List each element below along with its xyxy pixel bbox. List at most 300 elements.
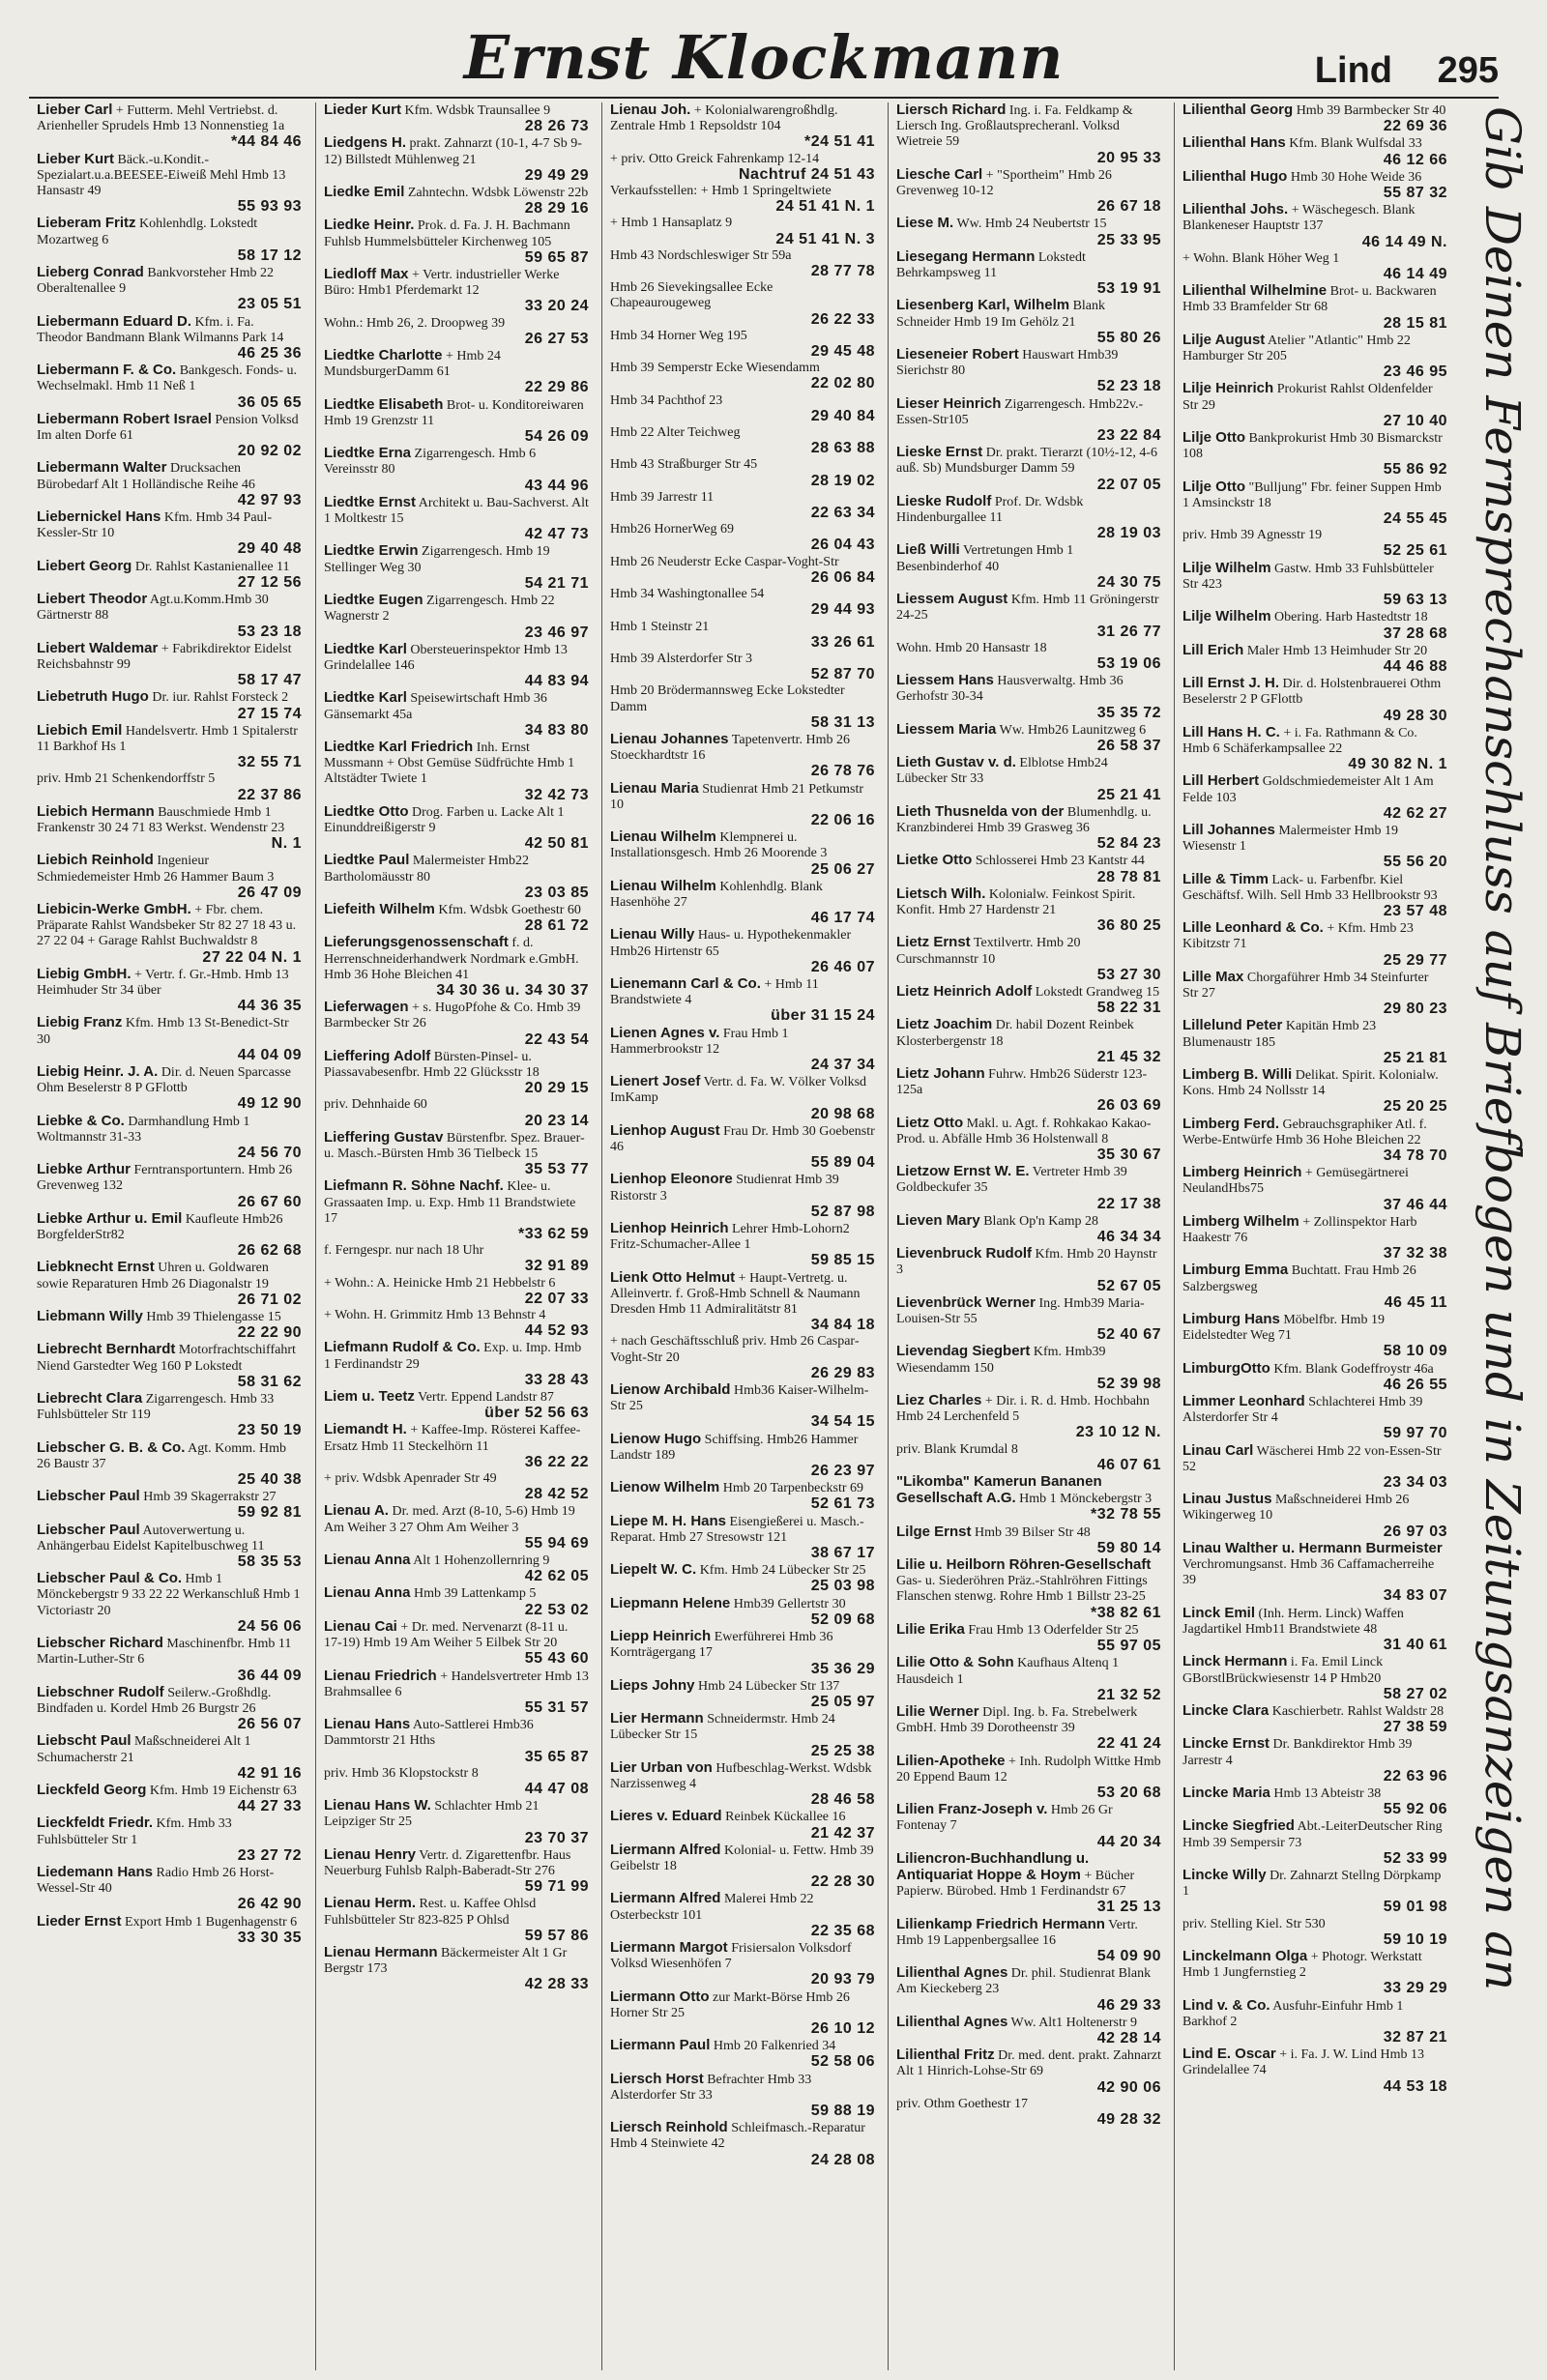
entry-details: Schlachterei Hmb 39 Alsterdorfer Str 4 — [1182, 1395, 1423, 1426]
entry-name: Liebernickel Hans — [37, 508, 161, 526]
entry-name: Limmer Leonhard — [1182, 1393, 1305, 1410]
directory-entry — [37, 412, 302, 460]
entry-name: Liedke Emil — [324, 184, 405, 201]
directory-entry — [37, 902, 302, 966]
entry-details: Agt. Komm. Hmb 26 Baustr 37 — [37, 1440, 286, 1471]
entry-details: + Fabrikdirektor Eidelst Reichsbahnstr 99 — [37, 641, 292, 672]
directory-entry — [896, 1851, 1161, 1916]
entry-phone: 59 10 19 — [1383, 1930, 1447, 1948]
entry-name: Lillelund Peter — [1182, 1017, 1283, 1034]
directory-entry — [610, 1809, 875, 1841]
directory-entry — [37, 509, 302, 558]
entry-phone: 44 53 18 — [1383, 2077, 1447, 2095]
entry-phone: 44 27 33 — [237, 1798, 302, 1815]
directory-entry — [1182, 920, 1447, 969]
entry-phone: 34 30 36 u. 34 30 37 — [436, 981, 589, 999]
directory-entry — [896, 445, 1161, 493]
entry-phone: 55 43 60 — [524, 1650, 589, 1668]
directory-entry — [896, 853, 1161, 885]
directory-entry — [1182, 1998, 1447, 2046]
entry-name: Limberg Ferd. — [1182, 1115, 1280, 1132]
entry-details: Obering. Harb Hastedtstr 18 — [1274, 610, 1428, 625]
entry-details: + Wäschegesch. Blank Blankeneser Hauptstr 137 — [1182, 203, 1416, 234]
directory-entry — [324, 853, 589, 901]
entry-details: + Hmb 1 Hansaplatz 9 — [610, 216, 733, 231]
entry-details: Pension Volksd Im alten Dorfe 61 — [37, 412, 299, 444]
entry-name: Liedtke Paul — [324, 852, 410, 869]
entry-name: Lienhop Eleonore — [610, 1171, 733, 1188]
entry-details: Bankgesch. Fonds- u. Wechselmakl. Hmb 11 Neß 1 — [37, 363, 298, 394]
entry-details: Rest. u. Kaffee Ohlsd Fuhlsbütteler Str 823-825 P Ohlsd — [324, 1897, 537, 1928]
entry-phone: 22 63 34 — [810, 505, 875, 522]
entry-phone: 20 23 14 — [524, 1112, 589, 1129]
directory-entry — [37, 1783, 302, 1814]
entry-phone: 52 87 70 — [810, 666, 875, 683]
entry-details: Agt.u.Komm.Hmb 30 Gärtnerstr 88 — [37, 593, 269, 624]
entry-phone: 46 25 36 — [237, 345, 302, 363]
directory-entry — [1182, 970, 1447, 1018]
entry-details: Vertr. d. Zigarettenfbr. Haus Neuerburg Fuhlsb Ralph-Baberadt-Str 276 — [324, 1847, 571, 1878]
entry-phone: 55 80 26 — [1096, 329, 1161, 346]
entry-phone: 22 69 36 — [1383, 118, 1447, 135]
entry-details: Frau Dr. Hmb 30 Goebenstr 46 — [610, 1123, 875, 1154]
entry-phone: 28 19 03 — [1096, 525, 1161, 542]
entry-name: Lienau Anna — [324, 1552, 411, 1569]
directory-entry — [1182, 676, 1447, 724]
entry-details: Kolonial- u. Fettw. Hmb 39 Geibelstr 18 — [610, 1843, 874, 1873]
entry-name: Liedtke Erna — [324, 445, 412, 462]
entry-details: Reinbek Kückallee 16 — [725, 1810, 846, 1825]
entry-name: Liebknecht Ernst — [37, 1259, 155, 1276]
entry-details: Ferntransportuntern. Hmb 26 Grevenweg 132 — [37, 1163, 293, 1194]
directory-entry — [324, 1669, 589, 1717]
directory-entry — [1182, 1868, 1447, 1916]
entry-name: Lievenbrück Werner — [896, 1293, 1036, 1311]
directory-entry — [1182, 1361, 1447, 1393]
directory-entry — [610, 927, 875, 975]
entry-details: Kfm. i. Fa. Theodor Bandmann Blank Wilmanns Park 14 — [37, 314, 284, 345]
entry-phone: 27 22 04 N. 1 — [202, 948, 302, 966]
entry-details: Dr. Bankdirektor Hmb 39 Jarrestr 4 — [1182, 1737, 1413, 1768]
entry-phone: *38 82 61 — [1090, 1604, 1161, 1621]
entry-details: Export Hmb 1 Bugenhagenstr 6 — [125, 1914, 298, 1930]
entry-phone: 42 90 06 — [1096, 2078, 1161, 2096]
entry-phone: 28 46 58 — [810, 1791, 875, 1809]
entry-phone: 58 17 12 — [237, 247, 302, 264]
entry-name: Lieber Carl — [37, 102, 113, 118]
directory-entry — [896, 886, 1161, 935]
entry-phone: 33 30 35 — [237, 1929, 302, 1946]
entry-name: Lienow Archibald — [610, 1381, 731, 1399]
directory-entry — [610, 1711, 875, 1759]
directory-entry — [324, 185, 589, 217]
entry-details: Obersteuerinspektor Hmb 13 Grindelallee 146 — [324, 642, 568, 673]
directory-entry — [324, 902, 589, 934]
entry-name: Lieffering Gustav — [324, 1128, 444, 1146]
entry-phone: 23 46 97 — [524, 624, 589, 641]
directory-entry — [1182, 643, 1447, 675]
directory-entry — [610, 2072, 875, 2120]
entry-name: Lietz Ernst — [896, 934, 971, 951]
entry-details: Hmb 26 Sievekingsallee Ecke Chapeaurougeweg — [610, 280, 774, 311]
entry-details: Seilerw.-Großhdlg. Bindfaden u. Kordel Hmb 26 Burgstr 26 — [37, 1685, 272, 1716]
entry-details: Hmb 39 Bilser Str 48 — [975, 1524, 1091, 1540]
entry-details: Hmb 39 Alsterdorfer Str 3 — [610, 651, 752, 666]
directory-entry — [896, 673, 1161, 721]
entry-name: Limberg Heinrich — [1182, 1164, 1302, 1181]
entry-phone: 49 12 90 — [237, 1095, 302, 1113]
directory-entry — [324, 1766, 589, 1797]
entry-phone: 58 27 02 — [1383, 1685, 1447, 1702]
entry-name: Liebrecht Clara — [37, 1390, 143, 1408]
entry-name: Liebig Franz — [37, 1014, 123, 1031]
directory-entry — [324, 1178, 589, 1242]
entry-phone: 53 19 91 — [1096, 280, 1161, 298]
entry-details: f. d. Herrenschneiderhandwerk Nordmark e.GmbH. Hmb 36 Hohe Bleichen 41 — [324, 936, 579, 982]
directory-entry — [324, 102, 589, 134]
entry-name: Liersch Reinhold — [610, 2119, 728, 2136]
entry-name: Lilje Heinrich — [1182, 380, 1274, 397]
entry-details: Hmb 39 Lattenkamp 5 — [413, 1586, 537, 1602]
entry-name: Liebert Theodor — [37, 591, 148, 608]
entry-details: Hmb 30 Hohe Weide 36 — [1290, 169, 1422, 185]
directory-entry — [610, 587, 875, 618]
entry-name: Liersch Richard — [896, 102, 1007, 118]
entry-name: Lincke Ernst — [1182, 1735, 1270, 1753]
entry-name: Linck Hermann — [1182, 1653, 1288, 1670]
entry-details: Hausverwaltg. Hmb 36 Gerhofstr 30-34 — [896, 674, 1124, 705]
directory-entry — [37, 1162, 302, 1210]
directory-entry — [1182, 528, 1447, 559]
entry-details: + Vertr. f. Gr.-Hmb. Hmb 13 Heimhuder Str 34 über — [37, 967, 289, 998]
entry-phone: 20 93 79 — [810, 1971, 875, 1988]
column-2 — [315, 102, 597, 2370]
entry-details: Hmb 39 Semperstr Ecke Wiesendamm — [610, 361, 820, 376]
entry-phone: 25 20 25 — [1383, 1098, 1447, 1116]
directory-entry — [896, 1622, 1161, 1654]
entry-phone: 32 87 21 — [1383, 2028, 1447, 2046]
directory-entry — [324, 1585, 589, 1617]
directory-entry — [324, 1896, 589, 1944]
entry-details: Ewerführerei Hmb 36 Kornträgergang 17 — [610, 1630, 833, 1661]
directory-entry — [1182, 251, 1447, 282]
directory-entry — [1182, 1312, 1447, 1360]
directory-entry — [1182, 561, 1447, 609]
entry-phone: 23 70 37 — [524, 1829, 589, 1846]
entry-name: Liebetruth Hugo — [37, 688, 149, 706]
entry-phone: 53 19 06 — [1096, 654, 1161, 672]
directory-entry — [896, 592, 1161, 640]
entry-name: Liebich Reinhold — [37, 852, 154, 869]
directory-entry — [896, 1754, 1161, 1802]
entry-name: Liedtke Otto — [324, 802, 409, 820]
entry-name: Liebert Georg — [37, 557, 132, 574]
entry-details: Lack- u. Farbenfbr. Kiel Geschäftsf. Wilh. Sell Hmb 33 Hellbrookstr 93 — [1182, 872, 1438, 903]
directory-entry — [610, 1334, 875, 1381]
directory-entry — [1182, 1394, 1447, 1442]
entry-phone: 26 22 33 — [810, 310, 875, 328]
entry-phone: 37 32 38 — [1383, 1245, 1447, 1263]
entry-details: Hmb 39 Jarrestr 11 — [610, 489, 715, 505]
entry-details: Frisiersalon Volksdorf Volksd Wiesenhöfen 7 — [610, 1940, 852, 1972]
entry-phone: 22 02 80 — [810, 375, 875, 392]
entry-details: Ww. Alt1 Holtenerstr 9 — [1010, 2015, 1138, 2030]
entry-phone: 58 31 13 — [810, 713, 875, 731]
entry-name: Lilienthal Johs. — [1182, 201, 1289, 218]
entry-phone: 33 20 24 — [524, 298, 589, 315]
entry-name: Lieven Mary — [896, 1211, 980, 1229]
entry-phone: 55 97 05 — [1096, 1638, 1161, 1655]
entry-name: Lieske Ernst — [896, 444, 983, 461]
entry-phone: 27 12 56 — [237, 573, 302, 591]
entry-details: + Handelsvertreter Hmb 13 Brahmsallee 6 — [324, 1669, 589, 1699]
directory-entry — [610, 1760, 875, 1809]
entry-phone: 23 50 19 — [237, 1422, 302, 1439]
directory-entry — [37, 559, 302, 591]
entry-phone: 58 35 53 — [237, 1553, 302, 1571]
directory-entry — [610, 393, 875, 424]
entry-details: Schlachter Hmb 21 Leipziger Str 25 — [324, 1799, 540, 1830]
entry-phone: 24 56 06 — [237, 1617, 302, 1635]
entry-phone: 26 04 43 — [810, 537, 875, 554]
entry-details: Wohn.: Hmb 26, 2. Droopweg 39 — [324, 315, 506, 331]
entry-name: Liese M. — [896, 215, 954, 232]
entry-details: + Bücher Papierw. Bürobed. Hmb 1 Ferdinandstr 67 — [896, 1868, 1135, 1900]
entry-details: Gastw. Hmb 33 Fuhlsbütteler Str 423 — [1182, 561, 1434, 592]
entry-name: Lill Hans H. C. — [1182, 723, 1280, 740]
entry-details: Zigarrengesch. Hmb 6 Vereinsstr 80 — [324, 447, 537, 478]
entry-name: Lieth Thusnelda von der — [896, 802, 1065, 820]
directory-entry — [1182, 102, 1447, 134]
entry-phone: 22 07 33 — [524, 1290, 589, 1307]
entry-phone: 46 17 74 — [810, 910, 875, 927]
directory-entry — [1182, 1917, 1447, 1948]
entry-phone: 37 28 68 — [1383, 624, 1447, 642]
entry-phone: 25 21 41 — [1096, 786, 1161, 803]
entry-name: Lieps Johny — [610, 1676, 695, 1694]
entry-details: Vertretungen Hmb 1 Besenbinderhof 40 — [896, 543, 1074, 574]
entry-name: Lietke Otto — [896, 852, 973, 869]
entry-name: Liebich Emil — [37, 721, 123, 739]
entry-details: Studienrat Hmb 39 Ristorstr 3 — [610, 1173, 839, 1204]
entry-phone: 34 78 70 — [1383, 1147, 1447, 1164]
entry-name: Lincke Siegfried — [1182, 1817, 1295, 1835]
entry-details: + i. Fa. Rathmann & Co. Hmb 6 Schäferkampsallee 22 — [1182, 725, 1417, 756]
entry-name: Lilienthal Hans — [1182, 134, 1286, 152]
directory-entry — [896, 1442, 1161, 1473]
directory-entry — [1182, 333, 1447, 381]
entry-details: zur Markt-Börse Hmb 26 Horner Str 25 — [610, 1989, 850, 2020]
directory-entry — [610, 1891, 875, 1939]
directory-entry — [896, 1704, 1161, 1753]
directory-entry — [610, 1843, 875, 1891]
entry-phone: 46 14 49 — [1383, 266, 1447, 283]
entry-name: Lilienthal Agnes — [896, 2013, 1008, 2030]
entry-phone: 54 26 09 — [524, 428, 589, 446]
directory-entry — [37, 1015, 302, 1063]
entry-phone: 52 61 73 — [810, 1495, 875, 1513]
directory-entry — [896, 935, 1161, 983]
entry-phone: 25 03 98 — [810, 1578, 875, 1595]
entry-phone: 25 33 95 — [1096, 231, 1161, 248]
entry-details: Fuhrw. Hmb26 Süderstr 123-125a — [896, 1066, 1148, 1098]
entry-name: Liebscher Paul — [37, 1521, 140, 1538]
entry-phone: 26 06 84 — [810, 568, 875, 586]
entry-name: Lieberg Conrad — [37, 264, 144, 281]
entry-phone: 52 87 98 — [810, 1203, 875, 1220]
entry-details: Kfm. Hmb 33 Fuhlsbütteler Str 1 — [37, 1816, 232, 1847]
directory-entry — [37, 853, 302, 901]
entry-details: Vertr. d. Fa. W. Völker Volksd ImKamp — [610, 1075, 867, 1106]
directory-entry — [1182, 2046, 1447, 2095]
directory-entry — [37, 1523, 302, 1571]
entry-name: Liersch Horst — [610, 2070, 704, 2087]
entry-name: Liebke & Co. — [37, 1112, 125, 1129]
entry-name: Liedtke Ernst — [324, 493, 417, 510]
directory-entry — [1182, 1818, 1447, 1867]
entry-phone: 29 40 84 — [810, 407, 875, 424]
directory-entry — [610, 1172, 875, 1220]
entry-phone: 52 67 05 — [1096, 1277, 1161, 1294]
entry-name: Lienau Anna — [324, 1584, 411, 1602]
entry-details: Maßschneiderei Hmb 26 Wikingerweg 10 — [1182, 1493, 1410, 1524]
entry-phone: 55 92 06 — [1383, 1801, 1447, 1818]
directory-entry — [896, 2015, 1161, 2046]
entry-details: Tapetenvertr. Hmb 26 Stoeckhardtstr 16 — [610, 732, 851, 764]
entry-name: Linck Emil — [1182, 1604, 1256, 1621]
entry-phone: 23 10 12 N. — [1075, 1424, 1161, 1441]
entry-phone: 36 44 09 — [237, 1667, 302, 1684]
directory-entry — [896, 249, 1161, 298]
entry-details: Goldschmiedemeister Alt 1 Am Felde 103 — [1182, 774, 1434, 805]
entry-details: Kfm. Hmb 20 Haynstr 3 — [896, 1247, 1157, 1278]
entry-name: Lienhop Heinrich — [610, 1220, 729, 1237]
entry-phone: 54 21 71 — [524, 574, 589, 592]
entry-phone: 31 25 13 — [1096, 1899, 1161, 1916]
entry-name: Liebrecht Bernhardt — [37, 1341, 176, 1358]
entry-details: Darmhandlung Hmb 1 Woltmannstr 31-33 — [37, 1114, 250, 1145]
directory-entry — [324, 1130, 589, 1178]
directory-entry — [324, 1798, 589, 1846]
entry-details: Schleifmasch.-Reparatur Hmb 4 Steinwiete 42 — [610, 2121, 865, 2152]
directory-entry — [37, 152, 302, 216]
entry-details: Lokstedt Behrkampsweg 11 — [896, 249, 1086, 281]
directory-entry — [324, 740, 589, 803]
entry-details: + Wohn.: A. Heinicke Hmb 21 Hebbelstr 6 — [324, 1275, 556, 1291]
entry-name: Liedemann Hans — [37, 1863, 154, 1880]
entry-phone: 33 29 29 — [1383, 1980, 1447, 1997]
entry-phone: 44 20 34 — [1096, 1833, 1161, 1850]
entry-details: Hmb26 HornerWeg 69 — [610, 522, 734, 537]
entry-phone: 21 32 52 — [1096, 1686, 1161, 1703]
entry-name: Lietz Heinrich Adolf — [896, 982, 1033, 1000]
directory-entry — [1182, 1263, 1447, 1311]
entry-details: Kfm. Hmb 34 Paul-Kessler-Str 10 — [37, 510, 273, 541]
directory-entry — [896, 298, 1161, 346]
entry-details: Gebrauchsgraphiker Atl. f. Werbe-Entwürfe Hmb 36 Hohe Bleichen 22 — [1182, 1117, 1427, 1147]
entry-details: Buchtatt. Frau Hmb 26 Salzbergsweg — [1182, 1263, 1416, 1294]
entry-phone: 59 92 81 — [237, 1504, 302, 1522]
entry-name: Liebke Arthur — [37, 1161, 131, 1178]
directory-entry — [37, 102, 302, 151]
entry-phone: 23 46 95 — [1383, 363, 1447, 381]
entry-details: Kohlenhdlg. Blank Hasenhöhe 27 — [610, 879, 823, 910]
directory-entry — [324, 1717, 589, 1765]
directory-entry — [610, 490, 875, 521]
entry-details: i. Fa. Emil Linck GBorstlBrückwiesenstr 14 P Hmb20 — [1182, 1655, 1384, 1686]
directory-entry — [37, 1865, 302, 1913]
entry-details: priv. Hmb 39 Agnesstr 19 — [1182, 528, 1323, 543]
entry-name: Lienau A. — [324, 1502, 389, 1520]
entry-details: priv. Hmb 36 Klopstockstr 8 — [324, 1765, 479, 1781]
entry-details: priv. Dehnhaide 60 — [324, 1097, 427, 1113]
entry-phone: 23 03 85 — [524, 884, 589, 901]
entry-details: Hmb 1 Mönckebergstr 9 33 22 22 Werkanschluß Hmb 1 Victoriastr 20 — [37, 1572, 301, 1618]
entry-phone: 26 58 37 — [1096, 737, 1161, 754]
directory-entry — [324, 1000, 589, 1048]
entry-phone: über 52 56 63 — [484, 1405, 589, 1422]
entry-details: Dir. d. Neuen Sparcasse Ohm Beselerstr 8 P GFlottb — [37, 1064, 291, 1096]
directory-entry — [324, 1945, 589, 1993]
entry-phone: 49 28 32 — [1096, 2110, 1161, 2128]
entry-name: Lietsch Wilh. — [896, 885, 986, 902]
entry-phone: 34 83 07 — [1383, 1587, 1447, 1605]
directory-entry — [610, 1432, 875, 1480]
entry-phone: 42 28 14 — [1096, 2029, 1161, 2046]
directory-entry — [610, 879, 875, 927]
entry-phone: 33 26 61 — [810, 633, 875, 651]
directory-entry — [610, 781, 875, 829]
directory-entry — [896, 2097, 1161, 2128]
entry-phone: 53 23 18 — [237, 623, 302, 640]
entry-details: Prok. d. Fa. J. H. Bachmann Fuhlsb Hummelsbütteler Kirchenweg 105 — [324, 218, 570, 249]
directory-entry — [324, 690, 589, 739]
entry-details: Hmb 1 Steinstr 21 — [610, 619, 710, 634]
entry-details: Motorfrachtschiffahrt Niend Garstedter Weg 160 P Lokstedt — [37, 1343, 296, 1374]
entry-name: Liebermann Robert Israel — [37, 410, 212, 427]
directory-entry — [37, 1685, 302, 1733]
entry-details: Frau Hmb 13 Oderfelder Str 25 — [968, 1622, 1139, 1638]
directory-entry — [37, 1211, 302, 1260]
page-header — [29, 19, 1499, 99]
entry-phone: 29 45 48 — [810, 343, 875, 361]
entry-phone: 27 10 40 — [1383, 412, 1447, 429]
entry-details: Maschinenfbr. Hmb 11 Martin-Luther-Str 6 — [37, 1637, 292, 1668]
directory-entry — [324, 543, 589, 592]
directory-entry — [1182, 381, 1447, 429]
entry-details: Zigarrengesch. Hmb22v.-Essen-Str105 — [896, 396, 1144, 427]
directory-entry — [37, 314, 302, 363]
directory-entry — [896, 1917, 1161, 1965]
entry-details: "Bulljung" Fbr. feiner Suppen Hmb 1 Amsinckstr 18 — [1182, 479, 1442, 510]
entry-phone: 26 47 09 — [237, 884, 302, 901]
entry-phone: 58 22 31 — [1096, 1000, 1161, 1017]
directory-entry — [37, 804, 302, 853]
directory-entry — [896, 396, 1161, 445]
entry-details: Kfm. Hmb 19 Eichenstr 63 — [149, 1783, 297, 1798]
entry-phone: 26 10 12 — [810, 2019, 875, 2037]
entry-name: Liessem Maria — [896, 720, 997, 738]
entry-details: + Inh. Rudolph Wittke Hmb 20 Eppend Baum 12 — [896, 1754, 1161, 1785]
entry-details: Hufbeschlag-Werkst. Wdsbk Narzissenweg 4 — [610, 1760, 872, 1791]
entry-name: Liermann Alfred — [610, 1890, 721, 1907]
entry-name: Lilienthal Fritz — [896, 2046, 995, 2064]
directory-entry — [896, 1066, 1161, 1115]
entry-phone: 42 62 27 — [1383, 804, 1447, 822]
directory-entry — [610, 1562, 875, 1594]
directory-entry — [324, 1847, 589, 1896]
entry-name: Lilje Wilhelm — [1182, 559, 1271, 576]
